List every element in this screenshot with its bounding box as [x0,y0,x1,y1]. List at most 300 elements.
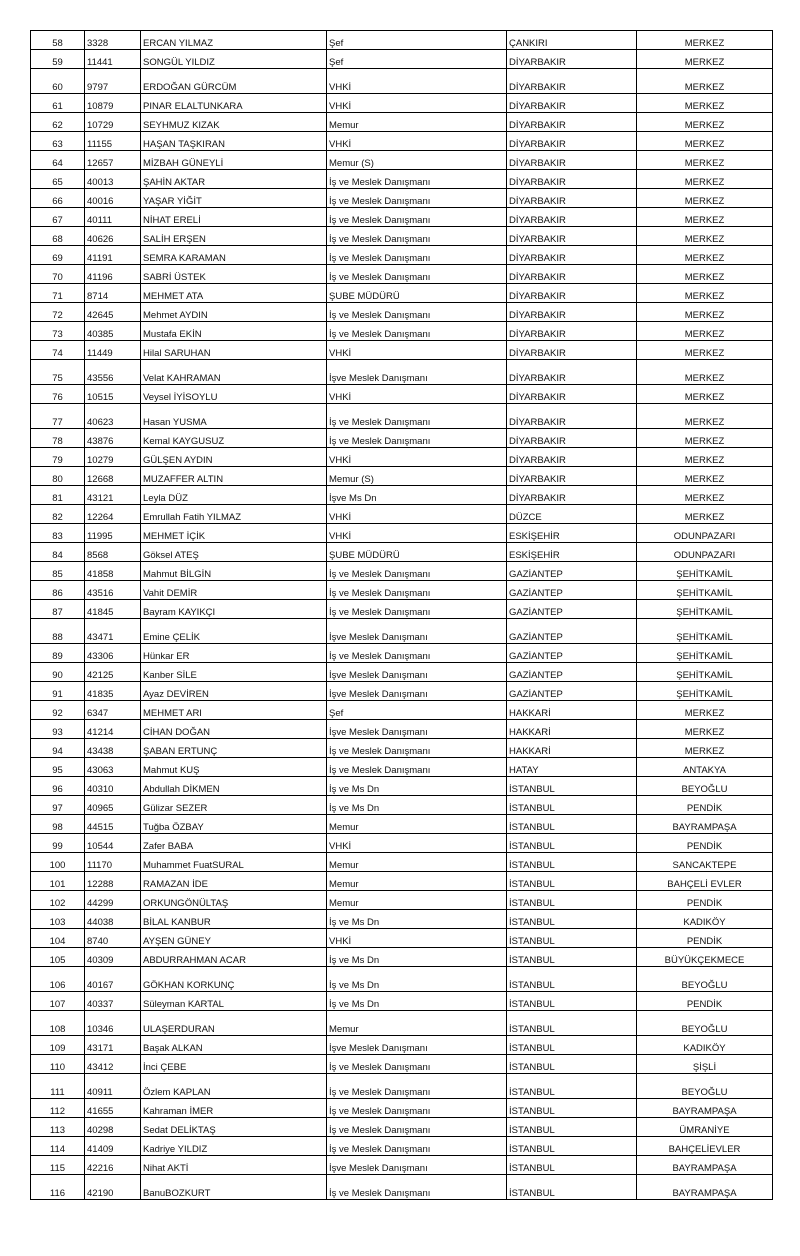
job-title: İşve Meslek Danışmanı [327,663,507,682]
row-number: 98 [31,815,85,834]
province: DİYARBAKIR [507,227,637,246]
person-name: GÜLŞEN AYDIN [141,448,327,467]
district: MERKEZ [637,151,773,170]
district: BEYOĞLU [637,1011,773,1036]
province: İSTANBUL [507,967,637,992]
registry-number: 41835 [85,682,141,701]
registry-number: 10279 [85,448,141,467]
row-number: 69 [31,246,85,265]
person-name: MEHMET ARI [141,701,327,720]
job-title: İş ve Ms Dn [327,948,507,967]
row-number: 82 [31,505,85,524]
person-name: Mahmut KUŞ [141,758,327,777]
province: İSTANBUL [507,910,637,929]
job-title: İş ve Meslek Danışmanı [327,758,507,777]
district: MERKEZ [637,739,773,758]
district: KADIKÖY [637,910,773,929]
district: KADIKÖY [637,1036,773,1055]
row-number: 100 [31,853,85,872]
table-row [31,429,773,448]
person-name: MİZBAH GÜNEYLİ [141,151,327,170]
table-row [31,189,773,208]
row-number: 67 [31,208,85,227]
registry-number: 44299 [85,891,141,910]
registry-number: 44038 [85,910,141,929]
province: İSTANBUL [507,777,637,796]
job-title: VHKİ [327,834,507,853]
row-number: 81 [31,486,85,505]
person-name: SEYHMUZ KIZAK [141,113,327,132]
job-title: İş ve Meslek Danışmanı [327,189,507,208]
table-row [31,581,773,600]
job-title: İş ve Meslek Danışmanı [327,170,507,189]
row-number: 78 [31,429,85,448]
province: DİYARBAKIR [507,429,637,448]
row-number: 64 [31,151,85,170]
table-row [31,1156,773,1175]
district: BAYRAMPAŞA [637,1175,773,1200]
job-title: Memur (S) [327,151,507,170]
province: DİYARBAKIR [507,360,637,385]
registry-number: 41409 [85,1137,141,1156]
table-row [31,448,773,467]
district: MERKEZ [637,720,773,739]
row-number: 112 [31,1099,85,1118]
table-row [31,360,773,385]
job-title: VHKİ [327,341,507,360]
province: DİYARBAKIR [507,467,637,486]
district: BAYRAMPAŞA [637,1099,773,1118]
person-name: Süleyman KARTAL [141,992,327,1011]
job-title: VHKİ [327,929,507,948]
registry-number: 10515 [85,385,141,404]
registry-number: 40911 [85,1074,141,1099]
province: DİYARBAKIR [507,50,637,69]
province: İSTANBUL [507,853,637,872]
province: HAKKARİ [507,720,637,739]
table-row [31,682,773,701]
row-number: 93 [31,720,85,739]
registry-number: 43063 [85,758,141,777]
registry-number: 40623 [85,404,141,429]
district: MERKEZ [637,94,773,113]
table-row [31,505,773,524]
person-name: Bayram KAYIKÇI [141,600,327,619]
table-row [31,303,773,322]
person-name: Hasan YUSMA [141,404,327,429]
district: ODUNPAZARI [637,524,773,543]
district: ŞEHİTKAMİL [637,562,773,581]
table-row [31,1011,773,1036]
row-number: 70 [31,265,85,284]
province: İSTANBUL [507,1099,637,1118]
job-title: Memur [327,113,507,132]
table-row [31,796,773,815]
row-number: 113 [31,1118,85,1137]
job-title: İş ve Meslek Danışmanı [327,1137,507,1156]
district: MERKEZ [637,701,773,720]
district: MERKEZ [637,467,773,486]
province: İSTANBUL [507,1011,637,1036]
registry-number: 43876 [85,429,141,448]
district: BEYOĞLU [637,777,773,796]
person-name: Özlem KAPLAN [141,1074,327,1099]
province: DİYARBAKIR [507,151,637,170]
row-number: 79 [31,448,85,467]
row-number: 66 [31,189,85,208]
province: İSTANBUL [507,1137,637,1156]
row-number: 90 [31,663,85,682]
job-title: Memur (S) [327,467,507,486]
row-number: 106 [31,967,85,992]
table-row [31,948,773,967]
table-row [31,1055,773,1074]
registry-number: 43171 [85,1036,141,1055]
registry-number: 41196 [85,265,141,284]
registry-number: 42216 [85,1156,141,1175]
job-title: VHKİ [327,385,507,404]
person-name: ŞABAN ERTUNÇ [141,739,327,758]
registry-number: 43556 [85,360,141,385]
row-number: 116 [31,1175,85,1200]
province: GAZİANTEP [507,562,637,581]
person-name: CİHAN DOĞAN [141,720,327,739]
province: DİYARBAKIR [507,132,637,151]
person-name: Kanber SİLE [141,663,327,682]
province: İSTANBUL [507,992,637,1011]
job-title: İş ve Meslek Danışmanı [327,562,507,581]
person-name: YAŞAR YİĞİT [141,189,327,208]
row-number: 101 [31,872,85,891]
row-number: 85 [31,562,85,581]
registry-number: 40016 [85,189,141,208]
district: BEYOĞLU [637,967,773,992]
person-name: Başak ALKAN [141,1036,327,1055]
person-name: NİHAT ERELİ [141,208,327,227]
table-row [31,69,773,94]
province: İSTANBUL [507,891,637,910]
row-number: 115 [31,1156,85,1175]
district: PENDİK [637,891,773,910]
person-name: MUZAFFER ALTIN [141,467,327,486]
person-name: Muhammet FuatSURAL [141,853,327,872]
row-number: 61 [31,94,85,113]
table-row [31,1099,773,1118]
district: MERKEZ [637,208,773,227]
job-title: Memur [327,853,507,872]
table-row [31,644,773,663]
registry-number: 3328 [85,31,141,50]
registry-number: 40385 [85,322,141,341]
row-number: 97 [31,796,85,815]
province: DİYARBAKIR [507,486,637,505]
table-row [31,720,773,739]
job-title: İşve Meslek Danışmanı [327,360,507,385]
table-row [31,246,773,265]
person-name: PINAR ELALTUNKARA [141,94,327,113]
row-number: 59 [31,50,85,69]
person-name: Emrullah Fatih YILMAZ [141,505,327,524]
province: DİYARBAKIR [507,170,637,189]
row-number: 58 [31,31,85,50]
district: BAYRAMPAŞA [637,1156,773,1175]
province: GAZİANTEP [507,581,637,600]
province: DİYARBAKIR [507,69,637,94]
row-number: 76 [31,385,85,404]
table-row [31,385,773,404]
district: ODUNPAZARI [637,543,773,562]
table-row [31,992,773,1011]
table-row [31,562,773,581]
registry-number: 41858 [85,562,141,581]
job-title: İş ve Meslek Danışmanı [327,322,507,341]
row-number: 87 [31,600,85,619]
table-row [31,284,773,303]
province: İSTANBUL [507,1074,637,1099]
table-row [31,404,773,429]
row-number: 92 [31,701,85,720]
person-name: İnci ÇEBE [141,1055,327,1074]
person-name: ERCAN YILMAZ [141,31,327,50]
job-title: İş ve Meslek Danışmanı [327,265,507,284]
district: BAHÇELİ EVLER [637,872,773,891]
table-row [31,758,773,777]
district: ANTAKYA [637,758,773,777]
province: GAZİANTEP [507,644,637,663]
district: PENDİK [637,796,773,815]
person-name: SALİH ERŞEN [141,227,327,246]
person-name: Ayaz DEVİREN [141,682,327,701]
table-row [31,872,773,891]
person-name: ERDOĞAN GÜRCÜM [141,69,327,94]
district: ŞEHİTKAMİL [637,682,773,701]
province: İSTANBUL [507,1055,637,1074]
table-row [31,891,773,910]
registry-number: 8714 [85,284,141,303]
job-title: VHKİ [327,94,507,113]
row-number: 74 [31,341,85,360]
person-name: HAŞAN TAŞKIRAN [141,132,327,151]
job-title: Memur [327,815,507,834]
province: GAZİANTEP [507,600,637,619]
district: MERKEZ [637,322,773,341]
person-name: SEMRA KARAMAN [141,246,327,265]
table-row [31,967,773,992]
person-name: Velat KAHRAMAN [141,360,327,385]
registry-number: 40337 [85,992,141,1011]
job-title: İş ve Meslek Danışmanı [327,246,507,265]
job-title: VHKİ [327,448,507,467]
province: DİYARBAKIR [507,94,637,113]
registry-number: 41655 [85,1099,141,1118]
registry-number: 43121 [85,486,141,505]
table-row [31,1036,773,1055]
registry-number: 10544 [85,834,141,853]
job-title: İşve Meslek Danışmanı [327,1036,507,1055]
registry-number: 41191 [85,246,141,265]
table-row [31,619,773,644]
province: DİYARBAKIR [507,448,637,467]
row-number: 65 [31,170,85,189]
job-title: İşve Ms Dn [327,486,507,505]
job-title: Memur [327,891,507,910]
person-name: Tuğba ÖZBAY [141,815,327,834]
table-row [31,1137,773,1156]
row-number: 72 [31,303,85,322]
person-name: Mehmet AYDIN [141,303,327,322]
registry-number: 12264 [85,505,141,524]
province: ESKİŞEHİR [507,524,637,543]
table-row [31,663,773,682]
registry-number: 41214 [85,720,141,739]
job-title: İş ve Ms Dn [327,967,507,992]
table-row [31,31,773,50]
person-name: BİLAL KANBUR [141,910,327,929]
row-number: 73 [31,322,85,341]
registry-number: 41845 [85,600,141,619]
province: DİYARBAKIR [507,189,637,208]
province: DİYARBAKIR [507,284,637,303]
row-number: 89 [31,644,85,663]
table-row [31,701,773,720]
person-name: Mahmut BİLGİN [141,562,327,581]
district: ŞEHİTKAMİL [637,581,773,600]
registry-number: 6347 [85,701,141,720]
table-row [31,929,773,948]
registry-number: 10729 [85,113,141,132]
table-row [31,132,773,151]
registry-number: 11449 [85,341,141,360]
province: DİYARBAKIR [507,265,637,284]
row-number: 83 [31,524,85,543]
province: GAZİANTEP [507,619,637,644]
job-title: İş ve Meslek Danışmanı [327,1099,507,1118]
row-number: 60 [31,69,85,94]
row-number: 84 [31,543,85,562]
table-row [31,834,773,853]
table-row [31,910,773,929]
row-number: 95 [31,758,85,777]
district: MERKEZ [637,486,773,505]
district: ŞEHİTKAMİL [637,619,773,644]
table-row [31,543,773,562]
district: MERKEZ [637,69,773,94]
person-name: Vahit DEMİR [141,581,327,600]
row-number: 107 [31,992,85,1011]
district: PENDİK [637,992,773,1011]
row-number: 62 [31,113,85,132]
job-title: VHKİ [327,132,507,151]
table-row [31,227,773,246]
table-row [31,113,773,132]
registry-number: 42645 [85,303,141,322]
province: DİYARBAKIR [507,385,637,404]
district: MERKEZ [637,227,773,246]
registry-number: 11441 [85,50,141,69]
district: MERKEZ [637,429,773,448]
registry-number: 8740 [85,929,141,948]
district: ŞİŞLİ [637,1055,773,1074]
person-name: Kahraman İMER [141,1099,327,1118]
province: HAKKARİ [507,739,637,758]
district: ŞEHİTKAMİL [637,600,773,619]
person-name: Kemal KAYGUSUZ [141,429,327,448]
job-title: ŞUBE MÜDÜRÜ [327,284,507,303]
job-title: İş ve Meslek Danışmanı [327,227,507,246]
job-title: İş ve Ms Dn [327,992,507,1011]
job-title: İşve Meslek Danışmanı [327,1156,507,1175]
table-row [31,853,773,872]
row-number: 105 [31,948,85,967]
district: MERKEZ [637,189,773,208]
job-title: İş ve Meslek Danışmanı [327,429,507,448]
row-number: 111 [31,1074,85,1099]
registry-number: 42190 [85,1175,141,1200]
district: PENDİK [637,834,773,853]
job-title: Şef [327,701,507,720]
row-number: 103 [31,910,85,929]
province: İSTANBUL [507,796,637,815]
registry-number: 12668 [85,467,141,486]
job-title: İş ve Meslek Danışmanı [327,404,507,429]
registry-number: 43306 [85,644,141,663]
row-number: 68 [31,227,85,246]
province: DİYARBAKIR [507,303,637,322]
district: MERKEZ [637,505,773,524]
district: MERKEZ [637,113,773,132]
personnel-table-body [31,31,773,1200]
job-title: İş ve Meslek Danışmanı [327,208,507,227]
district: MERKEZ [637,132,773,151]
person-name: Mustafa EKİN [141,322,327,341]
person-name: Hilal SARUHAN [141,341,327,360]
registry-number: 43412 [85,1055,141,1074]
person-name: MEHMET ATA [141,284,327,303]
person-name: Nihat AKTİ [141,1156,327,1175]
registry-number: 43471 [85,619,141,644]
province: DİYARBAKIR [507,404,637,429]
row-number: 91 [31,682,85,701]
job-title: İş ve Meslek Danışmanı [327,581,507,600]
district: MERKEZ [637,385,773,404]
registry-number: 11155 [85,132,141,151]
province: DİYARBAKIR [507,208,637,227]
province: İSTANBUL [507,1036,637,1055]
district: MERKEZ [637,170,773,189]
job-title: VHKİ [327,505,507,524]
row-number: 102 [31,891,85,910]
row-number: 71 [31,284,85,303]
registry-number: 9797 [85,69,141,94]
table-row [31,600,773,619]
district: MERKEZ [637,360,773,385]
job-title: İş ve Meslek Danışmanı [327,739,507,758]
person-name: Veysel İYİSOYLU [141,385,327,404]
person-name: Gülizar SEZER [141,796,327,815]
province: ÇANKIRI [507,31,637,50]
document-page [30,30,772,1200]
row-number: 94 [31,739,85,758]
table-row [31,467,773,486]
row-number: 99 [31,834,85,853]
person-name: Göksel ATEŞ [141,543,327,562]
person-name: SABRİ ÜSTEK [141,265,327,284]
registry-number: 10879 [85,94,141,113]
province: İSTANBUL [507,1156,637,1175]
table-row [31,50,773,69]
district: MERKEZ [637,303,773,322]
person-name: Emine ÇELİK [141,619,327,644]
